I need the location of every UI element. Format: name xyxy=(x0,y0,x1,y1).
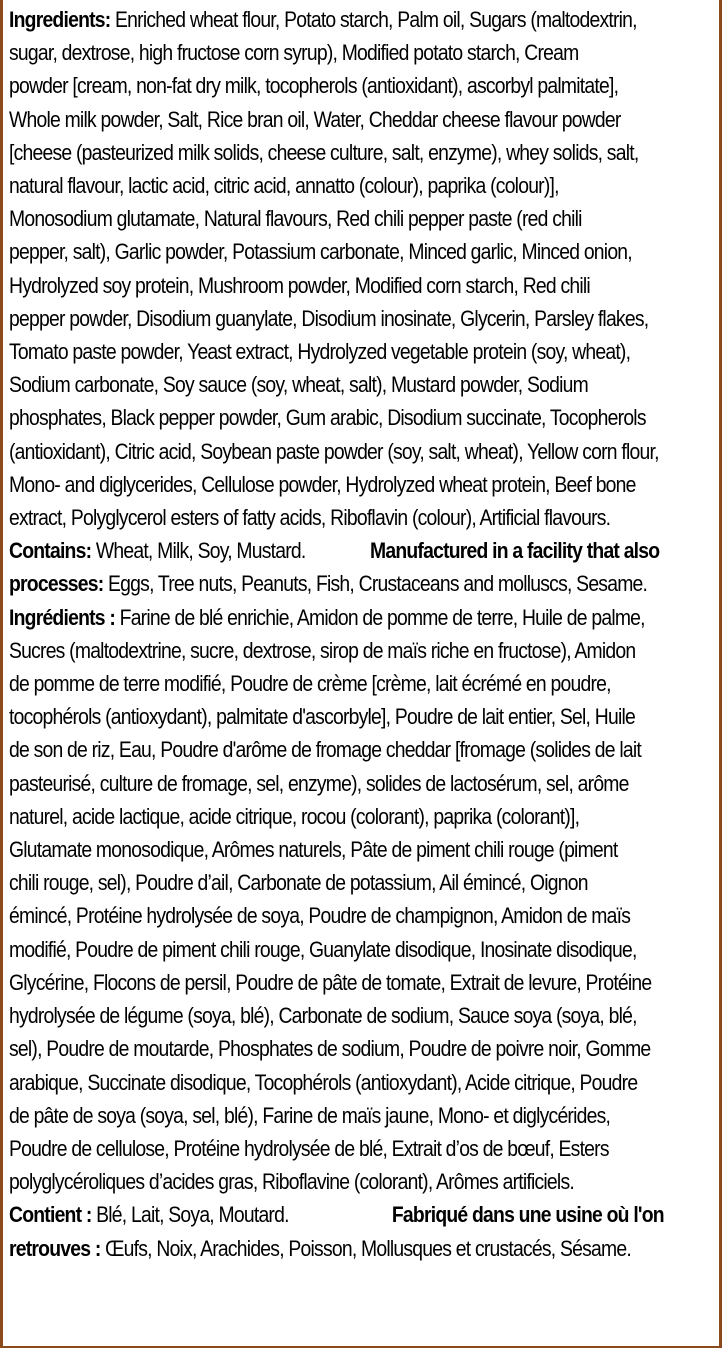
en-contains-text: Wheat, Milk, Soy, Mustard. xyxy=(91,538,306,564)
fr-ingredients-line: de son de riz, Eau, Poudre d'arôme de fromage cheddar [fromage (solides de lait xyxy=(9,737,642,763)
en-ingredients-line-1 xyxy=(9,3,714,36)
en-ingredients-line: [cheese (pasteurized milk solids, cheese culture, salt, enzyme), whey solids, salt, xyxy=(9,139,639,165)
en-ingredients-text: Enriched wheat flour, Potato starch, Palm oil, Sugars (maltodextrin, xyxy=(110,7,637,32)
en-ingredients-line: phosphates, Black pepper powder, Gum arabic, Disodium succinate, Tocopherols xyxy=(9,405,646,431)
en-ingredients-line: Mono- and diglycerides, Cellulose powder, Hydrolyzed wheat protein, Beef bone xyxy=(9,471,636,497)
en-ingredients-line: extract, Polyglycerol esters of fatty acids, Riboflavin (colour), Artificial flavours. xyxy=(9,505,611,531)
fr-ingredients-line: naturel, acide lactique, acide citrique, rocou (colorant), paprika (colorant)], xyxy=(9,803,580,829)
fr-contains-line xyxy=(9,1198,714,1231)
en-ingredients-line: pepper powder, Disodium guanylate, Disodium inosinate, Glycerin, Parsley flakes, xyxy=(9,305,649,331)
en-facility-text: Eggs, Tree nuts, Peanuts, Fish, Crustaceans and molluscs, Sesame. xyxy=(103,571,648,597)
en-ingredients-heading: Ingredients: xyxy=(9,7,111,32)
fr-ingredients-line: hydrolysée de légume (soya, blé), Carbonate de sodium, Sauce soya (soya, blé, xyxy=(9,1003,637,1029)
fr-ingredients-line: polyglycéroliques d’acides gras, Riboflavine (colorant), Arômes artificiels. xyxy=(9,1169,574,1195)
en-ingredients-line: sugar, dextrose, high fructose corn syrup), Modified potato starch, Cream xyxy=(9,40,579,66)
en-ingredients-line: Monosodium glutamate, Natural flavours, Red chili pepper paste (red chili xyxy=(9,206,582,232)
fr-facility-heading-part2: retrouves : xyxy=(9,1235,101,1261)
fr-ingredients-line: Glutamate monosodique, Arômes naturels, Pâte de piment chili rouge (piment xyxy=(9,837,618,863)
en-contains-heading: Contains: xyxy=(9,538,92,564)
en-ingredients-line: Tomato paste powder, Yeast extract, Hydrolyzed vegetable protein (soy, wheat), xyxy=(9,339,631,365)
fr-facility-heading-part1: Fabriqué dans une usine où l'on xyxy=(391,1202,664,1228)
fr-ingredients-line: arabique, Succinate disodique, Tocophérols (antioxydant), Acide citrique, Poudre xyxy=(9,1069,638,1095)
en-ingredients-line: (antioxidant), Citric acid, Soybean paste powder (soy, salt, wheat), Yellow corn flour, xyxy=(9,438,659,464)
fr-ingredients-line: Sucres (maltodextrine, sucre, dextrose, sirop de maïs riche en fructose), Amidon xyxy=(9,637,636,663)
fr-ingredients-line: de pomme de terre modifié, Poudre de crème [crème, lait écrémé en poudre, xyxy=(9,671,611,697)
en-ingredients-line: powder [cream, non-fat dry milk, tocopherols (antioxidant), ascorbyl palmitate], xyxy=(9,73,619,99)
fr-ingredients-line: chili rouge, sel), Poudre d’ail, Carbonate de potassium, Ail émincé, Oignon xyxy=(9,870,588,896)
en-facility-heading-part1: Manufactured in a facility that also xyxy=(369,538,660,564)
en-ingredients-line: Sodium carbonate, Soy sauce (soy, wheat, salt), Mustard powder, Sodium xyxy=(9,372,588,398)
fr-ingredients-line: modifié, Poudre de piment chili rouge, Guanylate disodique, Inosinate disodique, xyxy=(9,936,637,962)
en-facility-line xyxy=(9,567,714,600)
en-ingredients-line: Whole milk powder, Salt, Rice bran oil, Water, Cheddar cheese flavour powder xyxy=(9,106,621,132)
fr-ingredients-line: émincé, Protéine hydrolysée de soya, Poudre de champignon, Amidon de maïs xyxy=(9,903,631,929)
fr-ingredients-heading: Ingrédients : xyxy=(9,604,116,630)
en-ingredients-line: Hydrolyzed soy protein, Mushroom powder, Modified corn starch, Red chili xyxy=(9,272,590,298)
en-contains-line xyxy=(9,534,714,567)
fr-ingredients-line: Poudre de cellulose, Protéine hydrolysée de blé, Extrait d’os de bœuf, Esters xyxy=(9,1135,609,1161)
fr-facility-line xyxy=(9,1232,714,1265)
fr-contains-heading: Contient : xyxy=(9,1202,92,1228)
fr-ingredients-line: Glycérine, Flocons de persil, Poudre de pâte de tomate, Extrait de levure, Protéine xyxy=(9,969,652,995)
ingredients-label-panel xyxy=(3,0,719,1346)
fr-ingredients-line-1 xyxy=(9,601,714,634)
en-facility-heading-part2: processes: xyxy=(9,571,104,597)
fr-ingredients-line: de pâte de soya (soya, sel, blé), Farine de maïs jaune, Mono- et diglycérides, xyxy=(9,1102,611,1128)
ingredients-text-block xyxy=(9,3,714,1265)
fr-facility-text: Œufs, Noix, Arachides, Poisson, Mollusques et crustacés, Sésame. xyxy=(100,1235,631,1261)
fr-ingredients-line: sel), Poudre de moutarde, Phosphates de sodium, Poudre de poivre noir, Gomme xyxy=(9,1036,651,1062)
fr-ingredients-line: pasteurisé, culture de fromage, sel, enzyme), solides de lactosérum, sel, arôme xyxy=(9,770,629,796)
fr-ingredients-line: tocophérols (antioxydant), palmitate d'ascorbyle], Poudre de lait entier, Sel, Huile xyxy=(9,704,635,730)
en-ingredients-line: natural flavour, lactic acid, citric acid, annatto (colour), paprika (colour)], xyxy=(9,173,559,199)
fr-contains-text: Blé, Lait, Soya, Moutard. xyxy=(91,1202,289,1228)
en-ingredients-line: pepper, salt), Garlic powder, Potassium carbonate, Minced garlic, Minced onion, xyxy=(9,239,632,265)
fr-ingredients-text: Farine de blé enrichie, Amidon de pomme de terre, Huile de palme, xyxy=(115,604,645,630)
